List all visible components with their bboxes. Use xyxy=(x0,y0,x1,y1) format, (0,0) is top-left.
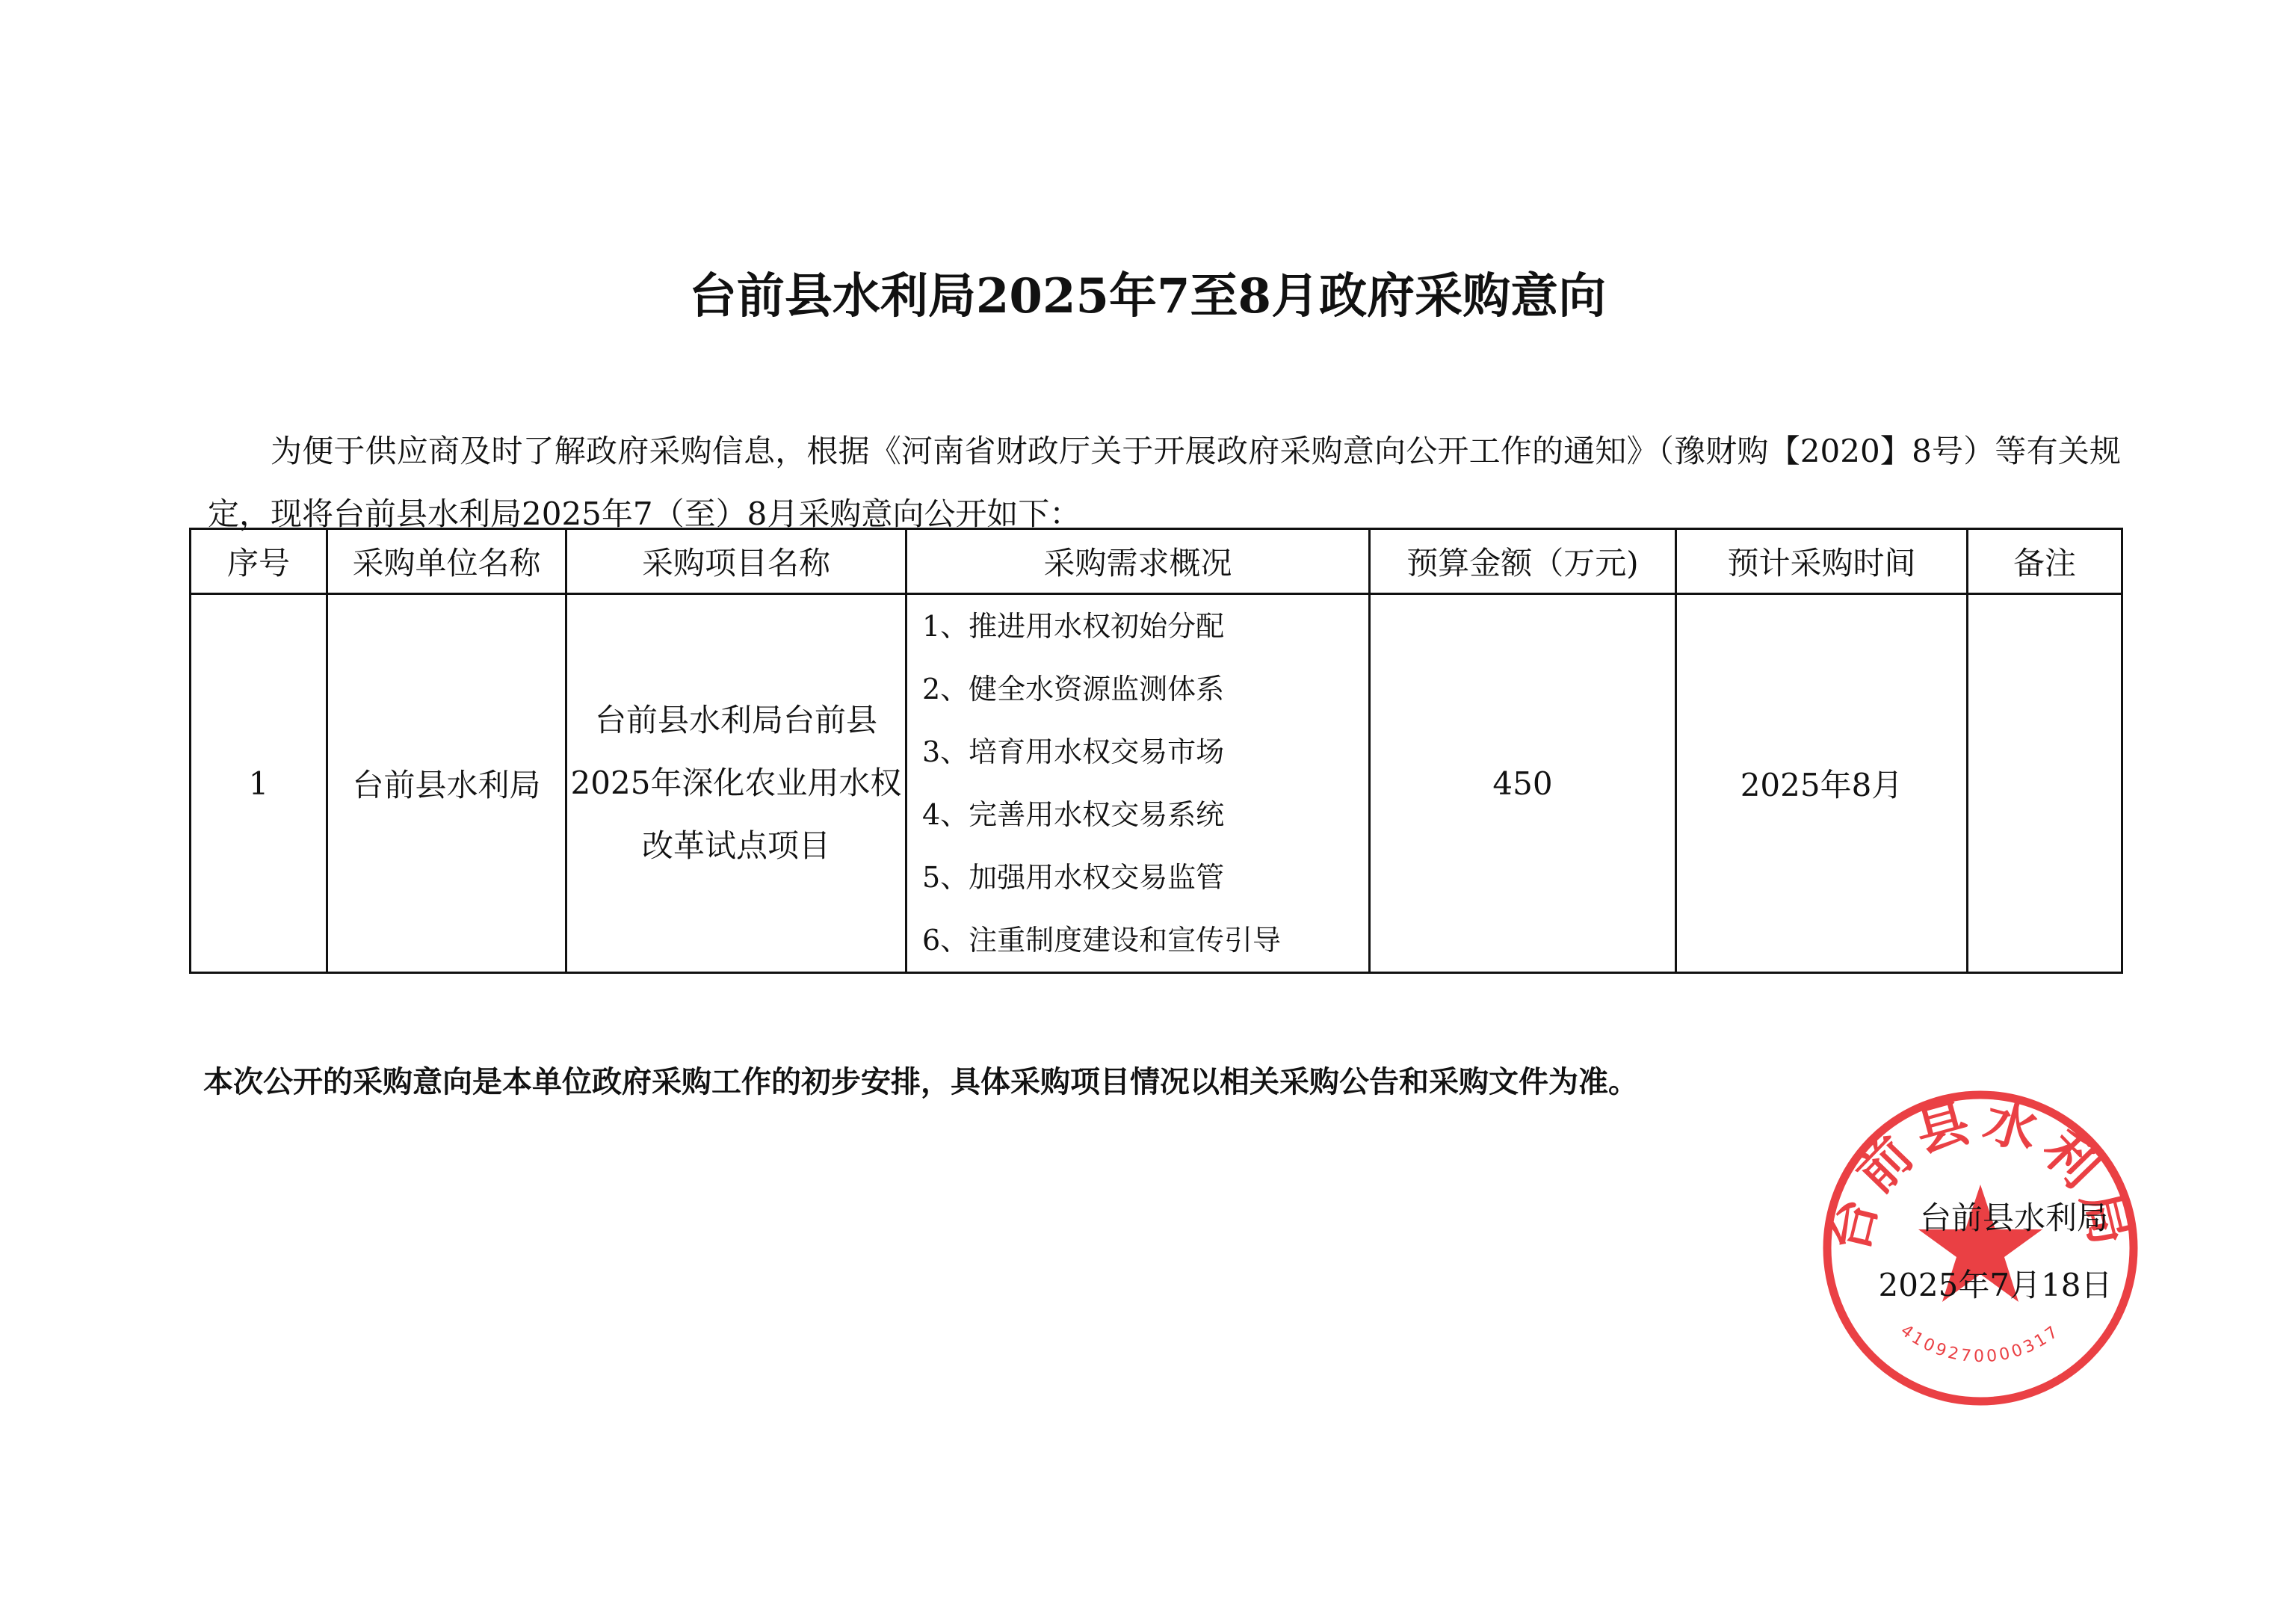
official-seal xyxy=(1816,1084,2145,1412)
needs-item: 1、推进用水权初始分配 xyxy=(922,610,1225,643)
signature-date: 2025年7月18日 xyxy=(1878,1267,2113,1303)
signature-org: 台前县水利局 xyxy=(1919,1200,2108,1236)
intro-paragraph: 为便于供应商及时了解政府采购信息，根据《河南省财政厅关于开展政府采购意向公开工作的通知》（豫财购【2020】8号）等有关规定，现将台前县水利局2025年7（至）8月采购意向公开如下： xyxy=(208,433,2121,532)
seal-org-text: 台前县水利局 xyxy=(1816,1088,2145,1259)
disclaimer-notice: 本次公开的采购意向是本单位政府采购工作的初步安排，具体采购项目情况以相关采购公告和采购文件为准。 xyxy=(203,1065,1638,1099)
cell-time: 2025年8月 xyxy=(1676,594,1968,973)
cell-budget: 450 xyxy=(1370,594,1676,973)
header-unit: 采购单位名称 xyxy=(327,529,566,594)
header-needs: 采购需求概况 xyxy=(906,529,1370,594)
table-row xyxy=(191,594,2122,973)
page-title: 台前县水利局2025年7至8月政府采购意向 xyxy=(688,268,1607,324)
header-budget: 预算金额（万元) xyxy=(1370,529,1676,594)
cell-no: 1 xyxy=(191,594,327,973)
header-time: 预计采购时间 xyxy=(1676,529,1968,594)
needs-item: 5、加强用水权交易监管 xyxy=(922,861,1225,894)
needs-item: 6、注重制度建设和宣传引导 xyxy=(922,924,1282,957)
cell-remark xyxy=(1968,594,2122,973)
cell-needs xyxy=(906,594,1370,973)
header-remark: 备注 xyxy=(1968,529,2122,594)
needs-item: 2、健全水资源监测体系 xyxy=(922,673,1225,706)
procurement-table xyxy=(189,528,2123,974)
needs-list xyxy=(907,595,1368,972)
cell-project: 台前县水利局台前县2025年深化农业用水权改革试点项目 xyxy=(566,594,906,973)
needs-item: 3、培育用水权交易市场 xyxy=(922,735,1225,768)
header-project: 采购项目名称 xyxy=(566,529,906,594)
needs-item: 4、完善用水权交易系统 xyxy=(922,798,1225,831)
seal-code-text: 4109270000317 xyxy=(1897,1321,2064,1367)
header-no: 序号 xyxy=(191,529,327,594)
cell-unit: 台前县水利局 xyxy=(327,594,566,973)
table-header-row xyxy=(191,529,2122,594)
